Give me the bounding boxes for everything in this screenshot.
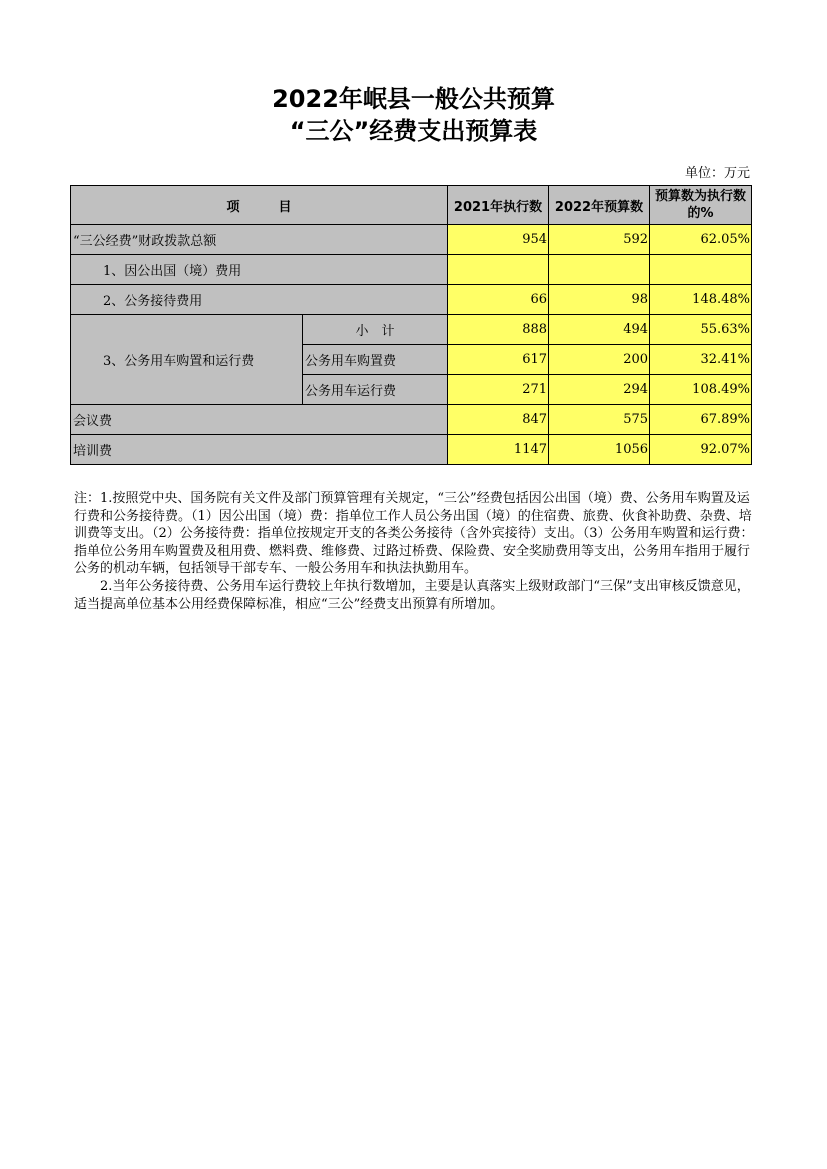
table-row: [71, 255, 752, 285]
cell-2022: 592: [549, 225, 650, 255]
cell-ratio: 62.05%: [650, 225, 752, 255]
cell-ratio: 32.41%: [650, 345, 752, 375]
header-item: 项 目: [71, 186, 448, 225]
cell-2021: 617: [448, 345, 549, 375]
table-row: [71, 285, 752, 315]
row-label-vehicle-subtotal: 小 计: [303, 315, 448, 345]
cell-2021: 954: [448, 225, 549, 255]
header-2021: 2021年执行数: [448, 186, 549, 225]
cell-2021: 1147: [448, 435, 549, 465]
cell-ratio: 92.07%: [650, 435, 752, 465]
note-2: 2.当年公务接待费、公务用车运行费较上年执行数增加，主要是认真落实上级财政部门“三保”支出审核反馈意见，适当提高单位基本公用经费保障标准，相应“三公”经费支出预算有所增加。: [74, 578, 750, 612]
row-label-reception: 2、公务接待费用: [71, 285, 448, 315]
cell-2022: 494: [549, 315, 650, 345]
cell-2022: 98: [549, 285, 650, 315]
table-header-row: [71, 186, 752, 225]
note-1: 注：1.按照党中央、国务院有关文件及部门预算管理有关规定，“三公”经费包括因公出国（境）费、公务用车购置及运行费和公务接待费。（1）因公出国（境）费：指单位工作人员公务出国（境）的住宿费、旅费、伙食补助费、杂费、培训费等支出。（2）公务接待费：指单位按规定开支的各类公务接待（含外宾接待）支出。（3）公务用车购置和运行费：指单位公务用车购置费及租用费、燃料费、维修费、过路过桥费、保险费、安全奖励费用等支出，公务用车指用于履行公务的机动车辆，包括领导干部专车、一般公务用车和执法执勤用车。: [74, 491, 754, 577]
cell-2021: 847: [448, 405, 549, 435]
row-label-total: “三公经费”财政拨款总额: [71, 225, 448, 255]
cell-2022: 1056: [549, 435, 650, 465]
row-label-vehicle-purchase: 公务用车购置费: [303, 345, 448, 375]
cell-2022: [549, 255, 650, 285]
table-row: [71, 435, 752, 465]
cell-ratio: 67.89%: [650, 405, 752, 435]
unit-label: 单位：万元: [684, 166, 750, 181]
cell-2022: 575: [549, 405, 650, 435]
cell-ratio: 55.63%: [650, 315, 752, 345]
table-row: [71, 315, 752, 345]
page-title-line2: “三公”经费支出预算表: [289, 117, 538, 145]
cell-2021: 66: [448, 285, 549, 315]
row-label-training: 培训费: [71, 435, 448, 465]
cell-2021: 888: [448, 315, 549, 345]
cell-2021: 271: [448, 375, 549, 405]
cell-ratio: 148.48%: [650, 285, 752, 315]
row-label-vehicle-operation: 公务用车运行费: [303, 375, 448, 405]
cell-2021: [448, 255, 549, 285]
row-label-abroad: 1、因公出国（境）费用: [71, 255, 448, 285]
page-title-line1: 2022年岷县一般公共预算: [272, 85, 555, 113]
header-2022: 2022年预算数: [549, 186, 650, 225]
row-label-meeting: 会议费: [71, 405, 448, 435]
header-ratio: 预算数为执行数的%: [650, 186, 752, 225]
cell-2022: 200: [549, 345, 650, 375]
cell-2022: 294: [549, 375, 650, 405]
notes-section: [74, 490, 754, 613]
cell-ratio: 108.49%: [650, 375, 752, 405]
cell-ratio: [650, 255, 752, 285]
table-row: [71, 405, 752, 435]
table-row: [71, 225, 752, 255]
budget-table: [70, 185, 752, 465]
row-label-vehicle-group: 3、公务用车购置和运行费: [71, 315, 303, 405]
